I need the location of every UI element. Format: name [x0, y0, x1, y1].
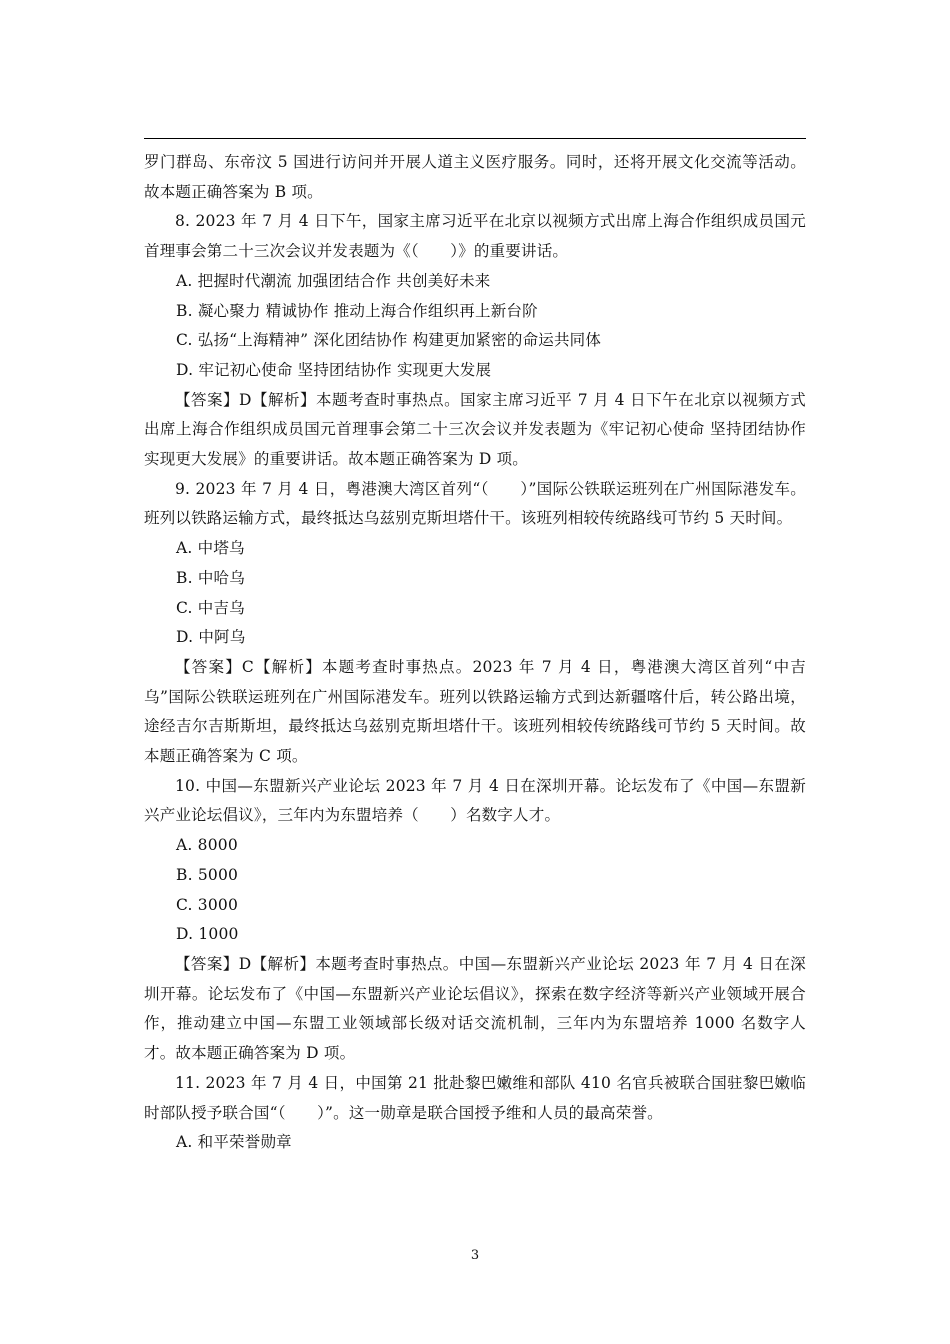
page-content	[144, 148, 806, 1158]
question-10-option-b: B. 5000	[176, 865, 239, 884]
paragraph-continuation: 罗门群岛、东帝汶 5 国进行访问并开展人道主义医疗服务。同时，还将开展文化交流等活动。故本题正确答案为 B 项。	[144, 153, 806, 201]
question-10-option-d: D. 1000	[176, 925, 239, 944]
question-9-answer: 【答案】C【解析】本题考查时事热点。2023 年 7 月 4 日，粤港澳大湾区首列“中吉乌”国际公铁联运班列在广州国际港发车。班列以铁路运输方式到达新疆喀什后，转公路出境，途经吉尔吉斯斯坦，最终抵达乌兹别克斯坦塔什干。该班列相较传统路线可节约 5 天时间。故本题正确答案为 C 项。	[144, 657, 806, 766]
question-9: 9. 2023 年 7 月 4 日，粤港澳大湾区首列“（ ）”国际公铁联运班列在广州国际港发车。班列以铁路运输方式，最终抵达乌兹别克斯坦塔什干。该班列相较传统路线可节约 5 天时间。	[144, 479, 806, 528]
question-8-option-b: B. 凝心聚力 精诚协作 推动上海合作组织再上新台阶	[176, 301, 538, 320]
question-11-option-a: A. 和平荣誉勋章	[176, 1133, 292, 1152]
question-10-option-c: C. 3000	[176, 895, 239, 914]
question-11: 11. 2023 年 7 月 4 日，中国第 21 批赴黎巴嫩维和部队 410 名官兵被联合国驻黎巴嫩临时部队授予联合国“（ ）”。这一勋章是联合国授予维和人员的最高荣誉。	[144, 1073, 806, 1122]
question-9-option-c: C. 中吉乌	[176, 598, 245, 617]
question-8-answer: 【答案】D【解析】本题考查时事热点。国家主席习近平 7 月 4 日下午在北京以视频方式出席上海合作组织成员国元首理事会第二十三次会议并发表题为《牢记初心使命 坚持团结协作 实现更大发展》的重要讲话。故本题正确答案为 D 项。	[144, 390, 806, 469]
question-8: 8. 2023 年 7 月 4 日下午，国家主席习近平在北京以视频方式出席上海合作组织成员国元首理事会第二十三次会议并发表题为《（ ）》的重要讲话。	[144, 212, 806, 261]
question-8-option-a: A. 把握时代潮流 加强团结合作 共创美好未来	[176, 271, 491, 290]
question-10-option-a: A. 8000	[176, 836, 238, 855]
question-9-option-b: B. 中哈乌	[176, 568, 245, 587]
question-10-answer: 【答案】D【解析】本题考查时事热点。中国—东盟新兴产业论坛 2023 年 7 月 4 日在深圳开幕。论坛发布了《中国—东盟新兴产业论坛倡议》，探索在数字经济等新兴产业领域开展合作，推动建立中国—东盟工业领域部长级对话交流机制，三年内为东盟培养 1000 名数字人才。故本题正确答案为 D 项。	[144, 954, 806, 1063]
question-10: 10. 中国—东盟新兴产业论坛 2023 年 7 月 4 日在深圳开幕。论坛发布了《中国—东盟新兴产业论坛倡议》，三年内为东盟培养（ ）名数字人才。	[144, 776, 806, 825]
page-number: 3	[470, 1248, 480, 1263]
header-rule	[144, 138, 806, 139]
question-8-option-c: C. 弘扬“上海精神” 深化团结协作 构建更加紧密的命运共同体	[176, 331, 602, 350]
question-9-option-a: A. 中塔乌	[176, 539, 245, 558]
question-8-option-d: D. 牢记初心使命 坚持团结协作 实现更大发展	[176, 360, 492, 379]
question-9-option-d: D. 中阿乌	[176, 628, 246, 647]
